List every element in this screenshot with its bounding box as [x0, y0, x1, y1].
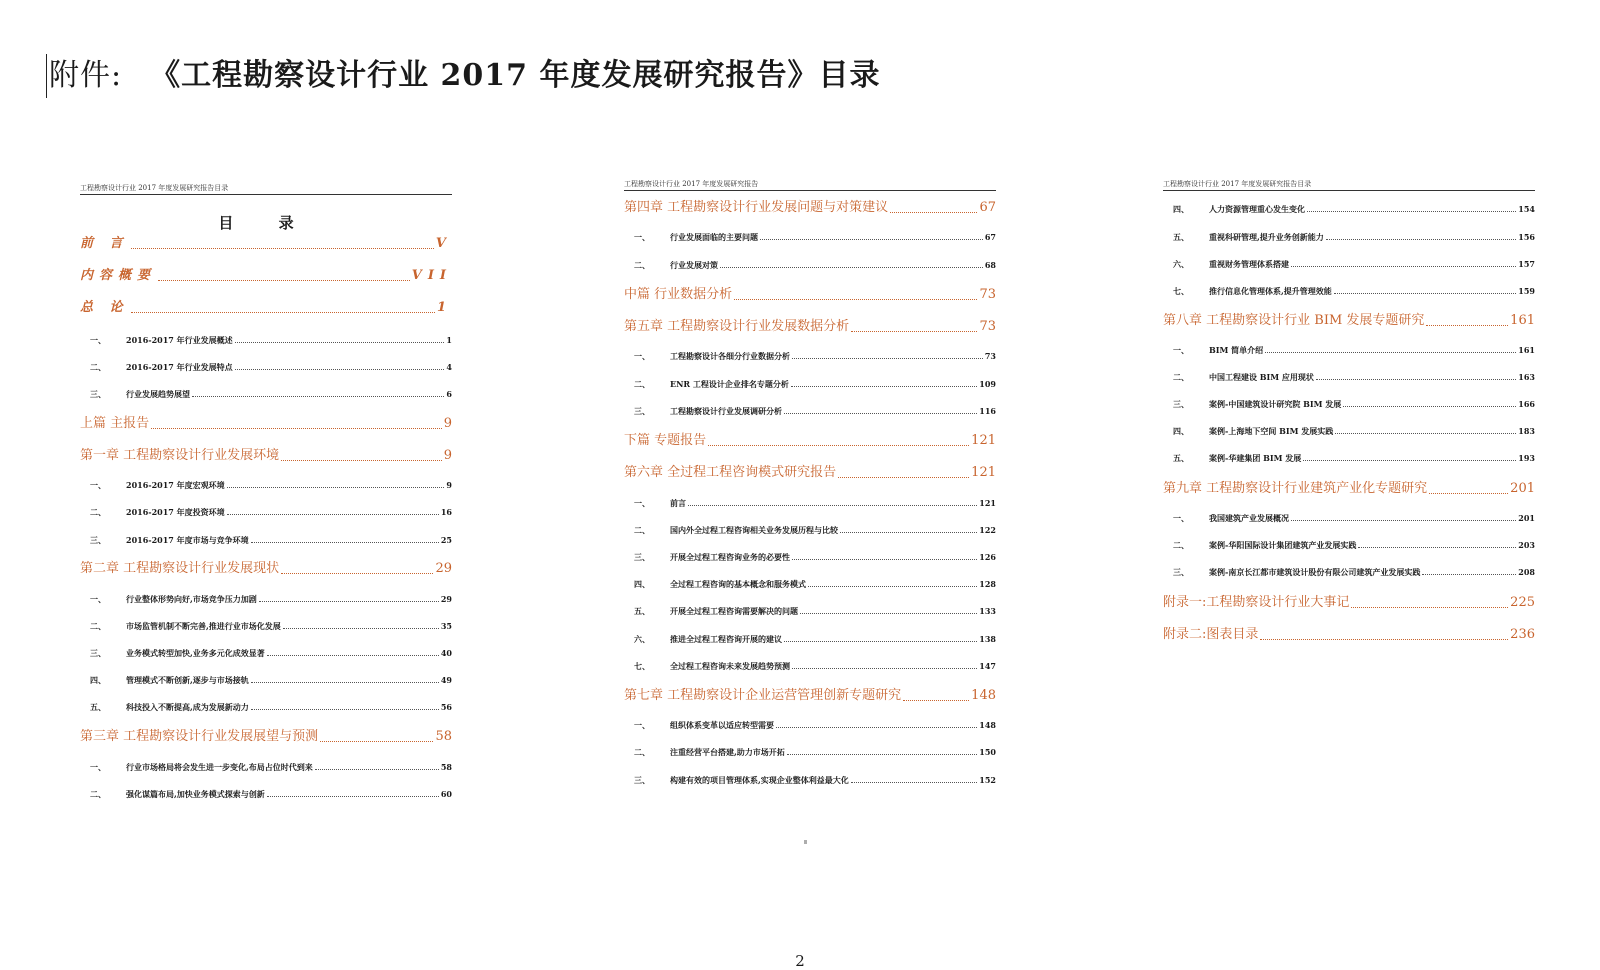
- entry-page-number: 49: [440, 675, 452, 685]
- toc-chapter-link[interactable]: [80, 236, 452, 252]
- section-number: 一、: [634, 351, 650, 361]
- dot-leader: [688, 505, 977, 506]
- entry-label: 强化谋篇布局,加快业务模式探索与创新: [126, 789, 265, 799]
- section-number: 五、: [1173, 453, 1189, 463]
- toc-section-link[interactable]: [624, 260, 996, 271]
- dot-leader: [235, 369, 445, 370]
- section-number: 四、: [90, 675, 106, 685]
- dot-leader: [791, 386, 977, 387]
- entry-page-number: 138: [979, 634, 996, 644]
- toc-section-link[interactable]: [624, 351, 996, 362]
- section-number: 二、: [1173, 372, 1189, 382]
- entry-label: 中篇 行业数据分析: [624, 287, 733, 302]
- entry-page-number: VII: [411, 268, 452, 283]
- dot-leader: [890, 212, 977, 213]
- section-number: 五、: [634, 606, 650, 616]
- entry-page-number: 166: [1518, 399, 1535, 409]
- toc-section-link[interactable]: [80, 389, 452, 400]
- toc-section-link[interactable]: [624, 498, 996, 509]
- toc-section-link[interactable]: [624, 406, 996, 417]
- section-number: 一、: [634, 720, 650, 730]
- entry-page-number: 161: [1510, 313, 1535, 328]
- entry-label: 行业整体形势向好,市场竞争压力加剧: [126, 594, 257, 604]
- entry-page-number: 147: [979, 661, 996, 671]
- toc-section-link[interactable]: [624, 525, 996, 536]
- dot-leader: [192, 396, 444, 397]
- toc-section-link[interactable]: [624, 579, 996, 590]
- dot-leader: [851, 782, 978, 783]
- dot-leader: [267, 796, 439, 797]
- entry-page-number: 201: [1518, 513, 1535, 523]
- toc-section-link[interactable]: [80, 594, 452, 605]
- running-head: 工程勘察设计行业 2017 年度发展研究报告目录: [1163, 179, 1535, 191]
- toc-chapter-link[interactable]: [624, 688, 996, 704]
- entry-label: 行业市场格局将会发生进一步变化,布局占位时代到来: [126, 762, 313, 772]
- toc-section-link[interactable]: [1163, 540, 1535, 551]
- entry-label: 第二章 工程勘察设计行业发展现状: [80, 561, 280, 576]
- dot-leader: [251, 709, 439, 710]
- toc-heading: 目 录: [218, 214, 314, 232]
- entry-page-number: 161: [1518, 345, 1535, 355]
- entry-page-number: 116: [979, 406, 996, 416]
- dot-leader: [235, 342, 445, 343]
- entry-page-number: 29: [440, 594, 452, 604]
- section-number: 一、: [90, 594, 106, 604]
- dot-leader: [320, 741, 433, 742]
- toc-section-link[interactable]: [80, 762, 452, 773]
- toc-section-link[interactable]: [80, 648, 452, 659]
- toc-section-link[interactable]: [80, 789, 452, 800]
- entry-label: 开展全过程工程咨询业务的必要性: [670, 552, 790, 562]
- entry-label: 下篇 专题报告: [624, 433, 707, 448]
- entry-label: 第六章 全过程工程咨询模式研究报告: [624, 465, 837, 480]
- section-number: 三、: [634, 552, 650, 562]
- entry-label: 2016-2017 年度投资环境: [126, 507, 225, 517]
- running-head: 工程勘察设计行业 2017 年度发展研究报告目录: [80, 183, 452, 195]
- dot-leader: [784, 413, 977, 414]
- toc-section-link[interactable]: [624, 379, 996, 390]
- toc-section-link[interactable]: [80, 362, 452, 373]
- entry-label: 2016-2017 年度宏观环境: [126, 480, 225, 490]
- entry-page-number: 9: [446, 480, 452, 490]
- dot-leader: [251, 542, 439, 543]
- entry-page-number: 150: [979, 747, 996, 757]
- toc-section-link[interactable]: [624, 232, 996, 243]
- entry-page-number: 4: [446, 362, 452, 372]
- entry-label: 案例-华建集团 BIM 发展: [1209, 453, 1302, 463]
- entry-page-number: 121: [971, 433, 996, 448]
- entry-page-number: 122: [979, 525, 996, 535]
- entry-label: 管理模式不断创新,逐步与市场接轨: [126, 675, 249, 685]
- section-number: 一、: [634, 232, 650, 242]
- section-number: 二、: [634, 525, 650, 535]
- entry-label: 上篇 主报告: [80, 416, 150, 431]
- entry-label: 全过程工程咨询的基本概念和服务模式: [670, 579, 806, 589]
- section-number: 三、: [1173, 567, 1189, 577]
- toc-chapter-link[interactable]: [624, 433, 996, 449]
- toc-section-link[interactable]: [624, 775, 996, 786]
- dot-leader: [281, 460, 442, 461]
- dot-leader: [151, 428, 442, 429]
- dot-leader: [734, 299, 977, 300]
- entry-page-number: 25: [440, 535, 452, 545]
- entry-page-number: 6: [446, 389, 452, 399]
- toc-chapter-link[interactable]: [80, 561, 452, 577]
- entry-page-number: 9: [443, 416, 452, 431]
- entry-page-number: 58: [440, 762, 452, 772]
- entry-label: 行业发展对策: [670, 260, 718, 270]
- entry-label: 组织体系变革以适应转型需要: [670, 720, 774, 730]
- dot-leader: [1316, 379, 1516, 380]
- entry-label: 重视科研管理,提升业务创新能力: [1209, 232, 1324, 242]
- entry-label: 推行信息化管理体系,提升管理效能: [1209, 286, 1332, 296]
- entry-page-number: 121: [979, 498, 996, 508]
- entry-page-number: 56: [440, 702, 452, 712]
- dot-leader: [227, 487, 445, 488]
- dot-leader: [776, 727, 977, 728]
- entry-page-number: 67: [979, 200, 996, 215]
- entry-label: 总 论: [80, 300, 129, 315]
- dot-leader: [808, 586, 977, 587]
- dot-leader: [1265, 352, 1516, 353]
- dot-leader: [1343, 406, 1516, 407]
- entry-label: 第八章 工程勘察设计行业 BIM 发展专题研究: [1163, 313, 1425, 328]
- entry-label: ENR 工程设计企业排名专题分析: [670, 379, 789, 389]
- entry-label: 我国建筑产业发展概况: [1209, 513, 1289, 523]
- dot-leader: [840, 532, 977, 533]
- entry-page-number: 35: [440, 621, 452, 631]
- section-number: 四、: [1173, 426, 1189, 436]
- entry-page-number: 1: [446, 335, 452, 345]
- entry-label: 案例-中国建筑设计研究院 BIM 发展: [1209, 399, 1342, 409]
- toc-chapter-link[interactable]: [1163, 595, 1535, 611]
- title-prefix: 附件:: [49, 58, 123, 93]
- dot-leader: [787, 754, 978, 755]
- dot-leader: [800, 613, 977, 614]
- section-number: 三、: [634, 406, 650, 416]
- dot-leader: [792, 668, 977, 669]
- section-number: 五、: [90, 702, 106, 712]
- entry-label: 全过程工程咨询未来发展趋势预测: [670, 661, 790, 671]
- entry-page-number: 9: [443, 448, 452, 463]
- dot-leader: [1291, 520, 1516, 521]
- dot-leader: [838, 477, 969, 478]
- entry-label: 构建有效的项目管理体系,实现企业整体利益最大化: [670, 775, 849, 785]
- entry-page-number: 225: [1510, 595, 1535, 610]
- toc-section-link[interactable]: [624, 720, 996, 731]
- dot-leader: [792, 358, 983, 359]
- section-number: 二、: [90, 621, 106, 631]
- entry-label: 第四章 工程勘察设计行业发展问题与对策建议: [624, 200, 889, 215]
- section-number: 三、: [634, 775, 650, 785]
- section-number: 三、: [90, 389, 106, 399]
- scan-mark: [804, 840, 807, 844]
- entry-page-number: 208: [1518, 567, 1535, 577]
- toc-section-link[interactable]: [1163, 426, 1535, 437]
- section-number: 三、: [90, 648, 106, 658]
- dot-leader: [1334, 293, 1517, 294]
- entry-label: 前 言: [80, 236, 129, 251]
- dot-leader: [792, 559, 977, 560]
- section-number: 一、: [1173, 513, 1189, 523]
- entry-page-number: 236: [1510, 627, 1535, 642]
- entry-label: 第九章 工程勘察设计行业建筑产业化专题研究: [1163, 481, 1428, 496]
- section-number: 三、: [90, 535, 106, 545]
- section-number: 二、: [90, 362, 106, 372]
- section-number: 六、: [634, 634, 650, 644]
- entry-page-number: 159: [1518, 286, 1535, 296]
- entry-label: 行业发展趋势展望: [126, 389, 190, 399]
- dot-leader: [1335, 433, 1516, 434]
- dot-leader: [227, 514, 439, 515]
- toc-section-link[interactable]: [1163, 453, 1535, 464]
- toc-section-link[interactable]: [624, 634, 996, 645]
- entry-label: 2016-2017 年度市场与竞争环境: [126, 535, 249, 545]
- toc-section-link[interactable]: [1163, 345, 1535, 356]
- toc-section-link[interactable]: [80, 480, 452, 491]
- entry-page-number: 148: [979, 720, 996, 730]
- entry-label: 附录一:工程勘察设计行业大事记: [1163, 595, 1350, 610]
- dot-leader: [1307, 211, 1516, 212]
- entry-page-number: 1: [436, 300, 452, 315]
- section-number: 六、: [1173, 259, 1189, 269]
- toc-section-link[interactable]: [80, 675, 452, 686]
- dot-leader: [1303, 460, 1516, 461]
- toc-section-link[interactable]: [80, 621, 452, 632]
- toc-section-link[interactable]: [1163, 399, 1535, 410]
- toc-chapter-link[interactable]: [624, 319, 996, 335]
- toc-chapter-link[interactable]: [624, 465, 996, 481]
- entry-label: 科技投入不断提高,成为发展新动力: [126, 702, 249, 712]
- toc-chapter-link[interactable]: [624, 200, 996, 216]
- section-number: 四、: [1173, 204, 1189, 214]
- page-number: 2: [795, 952, 805, 970]
- toc-section-link[interactable]: [1163, 232, 1535, 243]
- entry-page-number: 183: [1518, 426, 1535, 436]
- entry-page-number: 16: [440, 507, 452, 517]
- toc-section-link[interactable]: [624, 661, 996, 672]
- toc-section-link[interactable]: [1163, 204, 1535, 215]
- entry-label: 2016-2017 年行业发展特点: [126, 362, 233, 372]
- entry-page-number: 60: [440, 789, 452, 799]
- entry-label: 注重经营平台搭建,助力市场开拓: [670, 747, 785, 757]
- entry-page-number: 203: [1518, 540, 1535, 550]
- section-number: 二、: [634, 379, 650, 389]
- entry-page-number: 148: [971, 688, 996, 703]
- toc-section-link[interactable]: [80, 507, 452, 518]
- entry-label: 第七章 工程勘察设计企业运营管理创新专题研究: [624, 688, 902, 703]
- entry-label: 前言: [670, 498, 686, 508]
- dot-leader: [131, 248, 434, 249]
- entry-label: 市场监管机制不断完善,推进行业市场化发展: [126, 621, 281, 631]
- entry-label: BIM 简单介绍: [1209, 345, 1264, 355]
- dot-leader: [708, 445, 969, 446]
- entry-page-number: 152: [979, 775, 996, 785]
- section-number: 一、: [634, 498, 650, 508]
- toc-chapter-link[interactable]: [80, 729, 452, 745]
- toc-chapter-link[interactable]: [80, 300, 452, 316]
- dot-leader: [1351, 607, 1508, 608]
- section-number: 五、: [1173, 232, 1189, 242]
- running-head: 工程勘察设计行业 2017 年度发展研究报告: [624, 179, 996, 191]
- entry-page-number: 126: [979, 552, 996, 562]
- section-number: 一、: [90, 335, 106, 345]
- entry-label: 中国工程建设 BIM 应用现状: [1209, 372, 1314, 382]
- toc-chapter-link[interactable]: [80, 448, 452, 464]
- entry-label: 第一章 工程勘察设计行业发展环境: [80, 448, 280, 463]
- entry-label: 重视财务管理体系搭建: [1209, 259, 1289, 269]
- dot-leader: [784, 641, 977, 642]
- dot-leader: [281, 573, 433, 574]
- section-number: 一、: [90, 762, 106, 772]
- entry-label: 2016-2017 年行业发展概述: [126, 335, 233, 345]
- title-main: 《工程勘察设计行业 2017 年度发展研究报告》目录: [150, 58, 881, 93]
- dot-leader: [1422, 574, 1516, 575]
- section-number: 四、: [634, 579, 650, 589]
- entry-page-number: 68: [984, 260, 996, 270]
- entry-label: 工程勘察设计行业发展调研分析: [670, 406, 782, 416]
- section-number: 三、: [1173, 399, 1189, 409]
- dot-leader: [851, 331, 977, 332]
- entry-label: 推进全过程工程咨询开展的建议: [670, 634, 782, 644]
- entry-page-number: 133: [979, 606, 996, 616]
- dot-leader: [1326, 239, 1517, 240]
- entry-label: 国内外全过程工程咨询相关业务发展历程与比较: [670, 525, 838, 535]
- entry-page-number: 73: [979, 287, 996, 302]
- section-number: 一、: [90, 480, 106, 490]
- entry-label: 业务模式转型加快,业务多元化成效显著: [126, 648, 265, 658]
- entry-label: 案例-华阳国际设计集团建筑产业发展实践: [1209, 540, 1357, 550]
- toc-section-link[interactable]: [624, 747, 996, 758]
- entry-label: 行业发展面临的主要问题: [670, 232, 758, 242]
- entry-page-number: 154: [1518, 204, 1535, 214]
- entry-label: 附录二:图表目录: [1163, 627, 1259, 642]
- toc-section-link[interactable]: [80, 535, 452, 546]
- entry-label: 开展全过程工程咨询需要解决的问题: [670, 606, 798, 616]
- entry-label: 工程勘察设计各细分行业数据分析: [670, 351, 790, 361]
- entry-label: 内容概要: [80, 268, 157, 283]
- toc-section-link[interactable]: [1163, 286, 1535, 297]
- dot-leader: [315, 769, 439, 770]
- section-number: 二、: [90, 507, 106, 517]
- entry-page-number: 40: [440, 648, 452, 658]
- toc-chapter-link[interactable]: [1163, 313, 1535, 329]
- entry-page-number: 157: [1518, 259, 1535, 269]
- toc-chapter-link[interactable]: [80, 416, 452, 432]
- entry-label: 人力资源管理重心发生变化: [1209, 204, 1305, 214]
- entry-label: 案例-上海地下空间 BIM 发展实践: [1209, 426, 1334, 436]
- toc-section-link[interactable]: [80, 702, 452, 713]
- dot-leader: [1358, 547, 1516, 548]
- toc-section-link[interactable]: [624, 552, 996, 563]
- entry-page-number: 73: [984, 351, 996, 361]
- entry-page-number: V: [435, 236, 452, 251]
- section-number: 二、: [634, 260, 650, 270]
- dot-leader: [720, 267, 983, 268]
- entry-page-number: 73: [979, 319, 996, 334]
- dot-leader: [760, 239, 983, 240]
- section-number: 七、: [1173, 286, 1189, 296]
- entry-page-number: 58: [435, 729, 452, 744]
- entry-page-number: 201: [1510, 481, 1535, 496]
- dot-leader: [283, 628, 439, 629]
- section-number: 二、: [1173, 540, 1189, 550]
- dot-leader: [1429, 493, 1508, 494]
- dot-leader: [158, 280, 410, 281]
- section-number: 七、: [634, 661, 650, 671]
- toc-section-link[interactable]: [1163, 513, 1535, 524]
- entry-label: 第五章 工程勘察设计行业发展数据分析: [624, 319, 850, 334]
- section-number: 二、: [90, 789, 106, 799]
- entry-page-number: 156: [1518, 232, 1535, 242]
- toc-section-link[interactable]: [1163, 259, 1535, 270]
- dot-leader: [267, 655, 439, 656]
- toc-chapter-link[interactable]: [1163, 481, 1535, 497]
- dot-leader: [1260, 639, 1508, 640]
- section-number: 一、: [1173, 345, 1189, 355]
- entry-page-number: 121: [971, 465, 996, 480]
- dot-leader: [1291, 266, 1516, 267]
- toc-chapter-link[interactable]: [1163, 627, 1535, 643]
- entry-page-number: 163: [1518, 372, 1535, 382]
- dot-leader: [131, 312, 435, 313]
- toc-chapter-link[interactable]: [624, 287, 996, 303]
- dot-leader: [903, 700, 969, 701]
- entry-label: 第三章 工程勘察设计行业发展展望与预测: [80, 729, 319, 744]
- entry-page-number: 193: [1518, 453, 1535, 463]
- entry-page-number: 29: [435, 561, 452, 576]
- dot-leader: [259, 601, 439, 602]
- toc-chapter-link[interactable]: [80, 268, 452, 284]
- entry-page-number: 67: [984, 232, 996, 242]
- document-title: [46, 54, 881, 98]
- dot-leader: [251, 682, 439, 683]
- entry-page-number: 128: [979, 579, 996, 589]
- dot-leader: [1426, 325, 1508, 326]
- entry-page-number: 109: [979, 379, 996, 389]
- section-number: 二、: [634, 747, 650, 757]
- toc-section-link[interactable]: [1163, 372, 1535, 383]
- toc-section-link[interactable]: [80, 335, 452, 346]
- entry-label: 案例-南京长江都市建筑设计股份有限公司建筑产业发展实践: [1209, 567, 1421, 577]
- toc-section-link[interactable]: [624, 606, 996, 617]
- toc-section-link[interactable]: [1163, 567, 1535, 578]
